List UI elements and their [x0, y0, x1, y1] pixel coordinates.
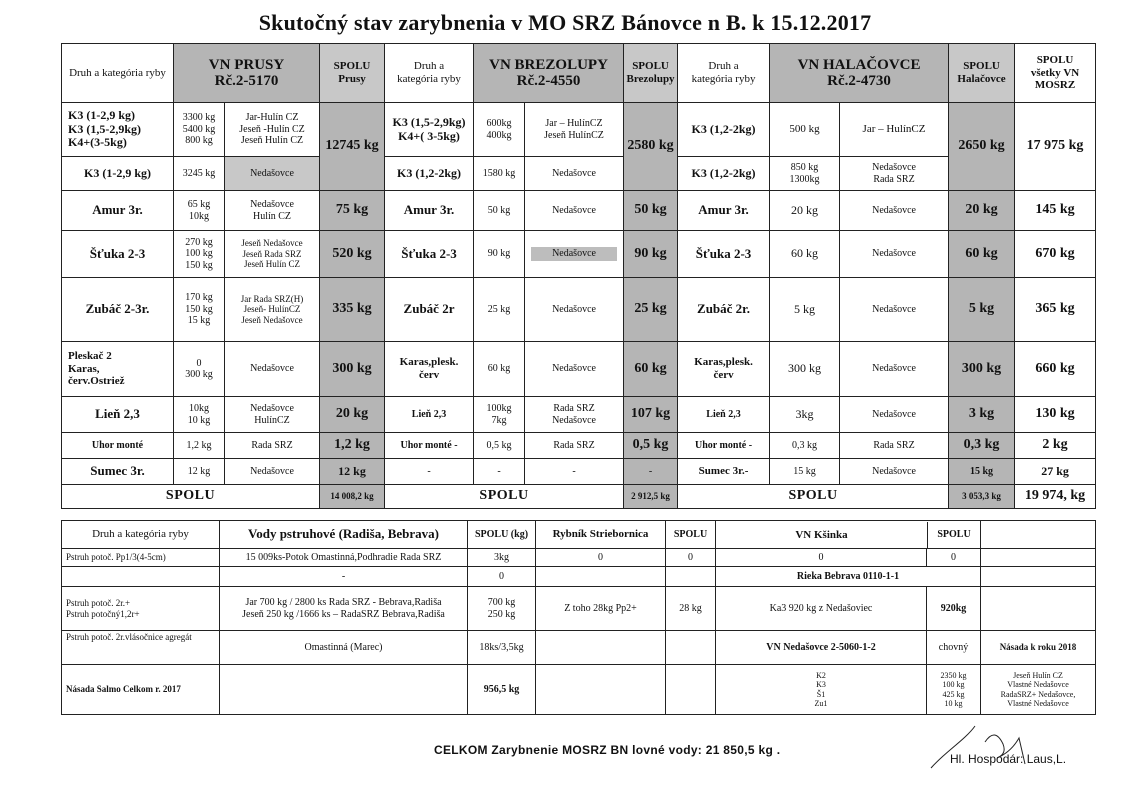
t2-r4-ksum: chovný [927, 631, 981, 665]
row-lien-prusy-sum: 20 kg [320, 397, 385, 433]
row-stuka-brezolupy-src-box: Nedašovce [531, 247, 617, 261]
row-lien-all-sum: 130 kg [1015, 397, 1096, 433]
row-amur-brezolupy-sum: 50 kg [624, 191, 678, 231]
t2-r2-rsum [666, 567, 716, 587]
header-spolu-halacovce: SPOLU Halačovce [949, 44, 1015, 103]
row-sumec-brezolupy-src: - [525, 459, 624, 485]
t2-r5-ks: K2 K3 Š1 Zu1 [716, 665, 927, 715]
row-sumec-all-sum: 27 kg [1015, 459, 1096, 485]
row-k3a-brezolupy-qty: 600kg 400kg [474, 103, 525, 157]
row-lien-prusy-src: Nedašovce HulínCZ [225, 397, 320, 433]
row-pleskac-brezolupy-sum: 60 kg [624, 342, 678, 397]
t2-r4-ks: VN Nedašovce 2-5060-1-2 [716, 631, 927, 665]
t2-r2-empty [981, 567, 1096, 587]
row-zubac-halacovce-sum: 5 kg [949, 278, 1015, 342]
t2-header-ksinka-label: VN Kšinka [716, 522, 928, 548]
row-uhor-halacovce-sum: 0,3 kg [949, 433, 1015, 459]
row-amur-prusy-sum: 75 kg [320, 191, 385, 231]
row-uhor-halacovce-cat: Uhor monté - [678, 433, 770, 459]
row-sumec-prusy-cat: Sumec 3r. [62, 459, 174, 485]
row-pleskac-prusy-src: Nedašovce [225, 342, 320, 397]
row-k3a-prusy-cat: K3 (1-2,9 kg) K3 (1,5-2,9kg) K4+(3-5kg) [62, 103, 174, 157]
row-amur-brezolupy-qty: 50 kg [474, 191, 525, 231]
row-stuka-brezolupy-src [525, 231, 624, 278]
t2-r3-desc: Jar 700 kg / 2800 ks Rada SRZ - Bebrava,Radiša Jeseň 250 kg /1666 ks – RadaSRZ Bebrava,Radiša [220, 587, 468, 631]
header-spolu-prusy: SPOLU Prusy [320, 44, 385, 103]
row-pleskac-all-sum: 660 kg [1015, 342, 1096, 397]
row-k3b-brezolupy-qty: 1580 kg [474, 157, 525, 191]
row-k3-halacovce-sum: 2650 kg [949, 103, 1015, 191]
row-pleskac-halacovce-src: Nedašovce [840, 342, 949, 397]
row-stuka-halacovce-cat: Šťuka 2-3 [678, 231, 770, 278]
row-sumec-prusy-src: Nedašovce [225, 459, 320, 485]
row-k3b-prusy-src: Nedašovce [225, 157, 320, 191]
totals-label-brezolupy: SPOLU [385, 485, 624, 509]
row-lien-brezolupy-qty: 100kg 7kg [474, 397, 525, 433]
row-stuka-halacovce-qty: 60 kg [770, 231, 840, 278]
row-k3a-halacovce-cat: K3 (1,2-2kg) [678, 103, 770, 157]
t2-r2-desc: - [220, 567, 468, 587]
t2-header-rybnik: Rybník Striebornica [536, 521, 666, 549]
row-stuka-halacovce-sum: 60 kg [949, 231, 1015, 278]
t2-r5-ryb [536, 665, 666, 715]
row-sumec-brezolupy-sum: - [624, 459, 678, 485]
t2-r5-rsum [666, 665, 716, 715]
row-stuka-brezolupy-cat: Šťuka 2-3 [385, 231, 474, 278]
t2-header-ksinka [716, 521, 981, 549]
row-lien-prusy-cat: Lieň 2,3 [62, 397, 174, 433]
header-vn-prusy: VN PRUSY Rč.2-5170 [174, 44, 320, 103]
t2-r3-ks: Ka3 920 kg z Nedašoviec [716, 587, 927, 631]
row-pleskac-brezolupy-cat: Karas,plesk. červ [385, 342, 474, 397]
row-k3a-halacovce-src: Jar – HulínCZ [840, 103, 949, 157]
row-pleskac-halacovce-cat: Karas,plesk. červ [678, 342, 770, 397]
row-stuka-halacovce-src: Nedašovce [840, 231, 949, 278]
header-druh-2: Druh a kategória ryby [385, 44, 474, 103]
t2-r1-ryb: 0 [536, 549, 666, 567]
row-k3-brezolupy-sum: 2580 kg [624, 103, 678, 191]
row-sumec-brezolupy-qty: - [474, 459, 525, 485]
row-sumec-prusy-qty: 12 kg [174, 459, 225, 485]
row-zubac-brezolupy-sum: 25 kg [624, 278, 678, 342]
t2-header-druh: Druh a kategória ryby [62, 521, 220, 549]
row-lien-prusy-qty: 10kg 10 kg [174, 397, 225, 433]
t2-r5-ksum: 2350 kg 100 kg 425 kg 10 kg [927, 665, 981, 715]
row-k3a-halacovce-qty: 500 kg [770, 103, 840, 157]
row-uhor-brezolupy-src: Rada SRZ [525, 433, 624, 459]
row-zubac-brezolupy-cat: Zubáč 2r [385, 278, 474, 342]
row-zubac-halacovce-cat: Zubáč 2r. [678, 278, 770, 342]
t2-r1-empty [981, 549, 1096, 567]
header-spolu-brezolupy: SPOLU Brezolupy [624, 44, 678, 103]
row-amur-halacovce-qty: 20 kg [770, 191, 840, 231]
t2-r2-ksinka-note: Rieka Bebrava 0110-1-1 [716, 567, 981, 587]
t2-r2-cat [62, 567, 220, 587]
row-k3b-brezolupy-cat: K3 (1,2-2kg) [385, 157, 474, 191]
t2-r5-nasada: Jeseň Hulín CZ Vlastné Nedašovce RadaSRZ+ Nedašovce, Vlastné Nedašovce [981, 665, 1096, 715]
row-zubac-brezolupy-src: Nedašovce [525, 278, 624, 342]
footer-total: CELKOM Zarybnenie MOSRZ BN lovné vody: 21 850,5 kg . [434, 743, 781, 757]
row-stuka-prusy-sum: 520 kg [320, 231, 385, 278]
row-stuka-prusy-src: Jeseň Nedašovce Jeseň Rada SRZ Jeseň Hulín CZ [225, 231, 320, 278]
signature-label: Hl. Hospodár: Laus,L. [950, 752, 1067, 766]
row-stuka-brezolupy-qty: 90 kg [474, 231, 525, 278]
row-lien-brezolupy-src: Rada SRZ Nedašovce [525, 397, 624, 433]
t2-r3-ksum: 920kg [927, 587, 981, 631]
t2-header-empty [981, 521, 1096, 549]
t2-r4-cat: Pstruh potoč. 2r.vlásočnice agregát [62, 631, 220, 665]
row-uhor-prusy-qty: 1,2 kg [174, 433, 225, 459]
t2-r4-nasada: Násada k roku 2018 [981, 631, 1096, 665]
row-zubac-all-sum: 365 kg [1015, 278, 1096, 342]
row-lien-brezolupy-sum: 107 kg [624, 397, 678, 433]
t2-r4-rsum [666, 631, 716, 665]
row-amur-all-sum: 145 kg [1015, 191, 1096, 231]
row-k3-all-sum: 17 975 kg [1015, 103, 1096, 191]
row-lien-halacovce-qty: 3kg [770, 397, 840, 433]
row-stuka-brezolupy-sum: 90 kg [624, 231, 678, 278]
t2-r4-desc: Omastinná (Marec) [220, 631, 468, 665]
row-amur-halacovce-src: Nedašovce [840, 191, 949, 231]
row-sumec-halacovce-sum: 15 kg [949, 459, 1015, 485]
row-uhor-halacovce-qty: 0,3 kg [770, 433, 840, 459]
row-lien-brezolupy-cat: Lieň 2,3 [385, 397, 474, 433]
totals-brezolupy: 2 912,5 kg [624, 485, 678, 509]
t2-r3-sum: 700 kg 250 kg [468, 587, 536, 631]
t2-r3-empty [981, 587, 1096, 631]
t2-r3-ryb: Z toho 28kg Pp2+ [536, 587, 666, 631]
t2-header-spolu-kg: SPOLU (kg) [468, 521, 536, 549]
row-stuka-prusy-qty: 270 kg 100 kg 150 kg [174, 231, 225, 278]
row-amur-halacovce-cat: Amur 3r. [678, 191, 770, 231]
row-amur-brezolupy-cat: Amur 3r. [385, 191, 474, 231]
row-lien-halacovce-cat: Lieň 2,3 [678, 397, 770, 433]
row-k3-prusy-sum: 12745 kg [320, 103, 385, 191]
row-k3a-prusy-qty: 3300 kg 5400 kg 800 kg [174, 103, 225, 157]
row-k3b-halacovce-src: Nedašovce Rada SRZ [840, 157, 949, 191]
stocking-table-main [61, 43, 1096, 509]
totals-prusy: 14 008,2 kg [320, 485, 385, 509]
totals-halacovce: 3 053,3 kg [949, 485, 1015, 509]
row-uhor-all-sum: 2 kg [1015, 433, 1096, 459]
t2-r1-ksum: 0 [927, 549, 981, 567]
t2-header-vody: Vody pstruhové (Radiša, Bebrava) [220, 521, 468, 549]
page-title: Skutočný stav zarybnenia v MO SRZ Bánovce n B. k 15.12.2017 [258, 10, 872, 35]
t2-r5-cat: Násada Salmo Celkom r. 2017 [62, 665, 220, 715]
row-zubac-prusy-sum: 335 kg [320, 278, 385, 342]
row-k3a-prusy-src: Jar-Hulín CZ Jeseň -Hulín CZ Jeseň Hulín CZ [225, 103, 320, 157]
row-k3b-halacovce-qty: 850 kg 1300kg [770, 157, 840, 191]
row-k3b-prusy-cat: K3 (1-2,9 kg) [62, 157, 174, 191]
t2-r1-sum: 3kg [468, 549, 536, 567]
row-zubac-halacovce-src: Nedašovce [840, 278, 949, 342]
row-zubac-brezolupy-qty: 25 kg [474, 278, 525, 342]
row-lien-halacovce-sum: 3 kg [949, 397, 1015, 433]
row-amur-brezolupy-src: Nedašovce [525, 191, 624, 231]
row-sumec-halacovce-qty: 15 kg [770, 459, 840, 485]
row-uhor-prusy-src: Rada SRZ [225, 433, 320, 459]
totals-label-prusy: SPOLU [62, 485, 320, 509]
stocking-table-trout [61, 520, 1096, 715]
t2-r1-ks: 0 [716, 549, 927, 567]
t2-r2-sum: 0 [468, 567, 536, 587]
t2-header-spolu-3: SPOLU [937, 528, 971, 540]
row-pleskac-brezolupy-qty: 60 kg [474, 342, 525, 397]
row-k3b-brezolupy-src: Nedašovce [525, 157, 624, 191]
row-uhor-prusy-sum: 1,2 kg [320, 433, 385, 459]
header-vn-halacovce: VN HALAČOVCE Rč.2-4730 [770, 44, 949, 103]
row-pleskac-prusy-cat: Pleskač 2 Karas, červ.Ostriež [62, 342, 174, 397]
row-k3b-prusy-qty: 3245 kg [174, 157, 225, 191]
header-druh-3: Druh a kategória ryby [678, 44, 770, 103]
t2-r3-cat: Pstruh potoč. 2r.+ Pstruh potočný1,2r+ [62, 587, 220, 631]
row-pleskac-brezolupy-src: Nedašovce [525, 342, 624, 397]
row-zubac-prusy-cat: Zubáč 2-3r. [62, 278, 174, 342]
row-sumec-prusy-sum: 12 kg [320, 459, 385, 485]
row-sumec-halacovce-cat: Sumec 3r.- [678, 459, 770, 485]
t2-r4-ryb [536, 631, 666, 665]
row-sumec-brezolupy-cat: - [385, 459, 474, 485]
t2-r5-sum: 956,5 kg [468, 665, 536, 715]
row-amur-prusy-cat: Amur 3r. [62, 191, 174, 231]
row-k3b-halacovce-cat: K3 (1,2-2kg) [678, 157, 770, 191]
header-spolu-vsetky: SPOLU všetky VN MOSRZ [1015, 44, 1096, 103]
row-pleskac-halacovce-sum: 300 kg [949, 342, 1015, 397]
t2-r5-desc [220, 665, 468, 715]
row-amur-halacovce-sum: 20 kg [949, 191, 1015, 231]
row-zubac-halacovce-qty: 5 kg [770, 278, 840, 342]
header-druh: Druh a kategória ryby [62, 44, 174, 103]
t2-r1-cat: Pstruh potoč. Pp1/3(4-5cm) [62, 549, 220, 567]
row-lien-halacovce-src: Nedašovce [840, 397, 949, 433]
row-uhor-halacovce-src: Rada SRZ [840, 433, 949, 459]
row-zubac-prusy-src: Jar Rada SRZ(H) Jeseň- HulínCZ Jeseň Nedašovce [225, 278, 320, 342]
row-stuka-prusy-cat: Šťuka 2-3 [62, 231, 174, 278]
t2-r1-desc: 15 009ks-Potok Omastinná,Podhradie Rada SRZ [220, 549, 468, 567]
t2-header-spolu-2: SPOLU [666, 521, 716, 549]
row-uhor-brezolupy-qty: 0,5 kg [474, 433, 525, 459]
header-vn-brezolupy: VN BREZOLUPY Rč.2-4550 [474, 44, 624, 103]
t2-r3-rsum: 28 kg [666, 587, 716, 631]
row-amur-prusy-qty: 65 kg 10kg [174, 191, 225, 231]
t2-r1-rsum: 0 [666, 549, 716, 567]
row-k3a-brezolupy-src: Jar – HulínCZ Jeseň HulínCZ [525, 103, 624, 157]
row-uhor-brezolupy-cat: Uhor monté - [385, 433, 474, 459]
totals-all: 19 974, kg [1015, 485, 1096, 509]
totals-label-halacovce: SPOLU [678, 485, 949, 509]
row-uhor-brezolupy-sum: 0,5 kg [624, 433, 678, 459]
row-pleskac-prusy-sum: 300 kg [320, 342, 385, 397]
row-uhor-prusy-cat: Uhor monté [62, 433, 174, 459]
row-k3a-brezolupy-cat: K3 (1,5-2,9kg) K4+( 3-5kg) [385, 103, 474, 157]
row-zubac-prusy-qty: 170 kg 150 kg 15 kg [174, 278, 225, 342]
row-pleskac-halacovce-qty: 300 kg [770, 342, 840, 397]
row-sumec-halacovce-src: Nedašovce [840, 459, 949, 485]
t2-r4-sum: 18ks/3,5kg [468, 631, 536, 665]
row-stuka-all-sum: 670 kg [1015, 231, 1096, 278]
t2-r2-ryb [536, 567, 666, 587]
row-pleskac-prusy-qty: 0 300 kg [174, 342, 225, 397]
row-amur-prusy-src: Nedašovce Hulín CZ [225, 191, 320, 231]
